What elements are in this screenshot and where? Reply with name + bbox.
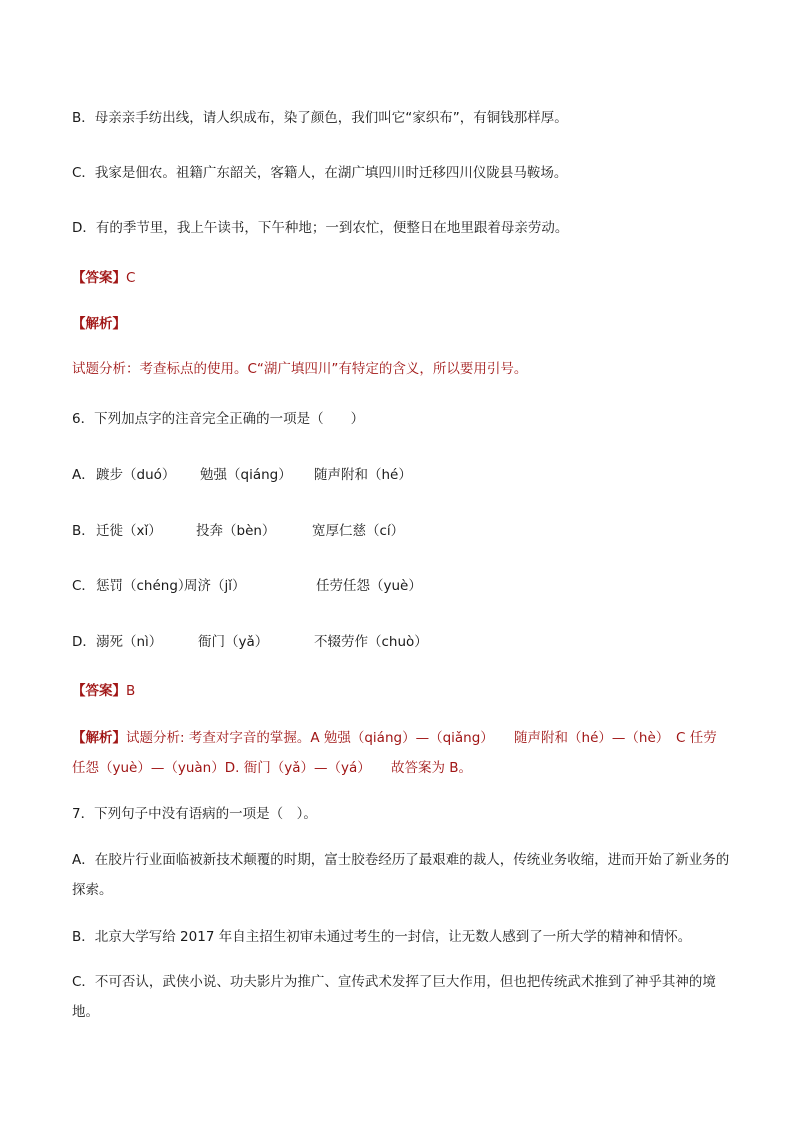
q5-answer [72,268,734,288]
q6-analysis-text: 试题分析: 考查对字音的掌握。A 勉强（qiáng）—（qiǎng） 随声附和（hé）—（hè） C 任劳 [126,730,717,746]
q5-answer-label: 【答案】 [72,270,126,286]
q6-option-letter: A． [72,467,95,483]
q6-option-item: 迁徙（xǐ） [96,523,162,539]
q5-option-c: C．我家是佃农。祖籍广东韶关，客籍人，在湖广填四川时迁移四川仪陇县马鞍场。 [72,165,568,181]
q7-option-a: A．在胶片行业面临被新技术颠覆的时期，富士胶卷经历了最艰难的裁人，传统业务收缩，进而开始了新业务的探索。 [72,852,730,898]
q5-analysis-heading [72,314,734,334]
q6-option-item: 周济（jǐ） [184,578,246,594]
q6-answer-label: 【答案】 [72,683,126,699]
q6-option-item: 衙门（yǎ） [198,634,269,650]
q6-option-letter: D． [72,634,96,650]
q6-option-item: 踱步（duó） [96,467,176,483]
q6-option-item: 溺死（nì） [96,634,163,650]
q5-analysis-label: 【解析】 [72,316,126,332]
q6-option-item: 不辍劳作（chuò） [314,634,428,650]
q6-option-item: 惩罚（chéng） [96,578,192,594]
q6-option-item: 勉强（qiáng） [200,467,292,483]
q6-answer [72,681,734,701]
q7-stem: 7．下列句子中没有语病的一项是（ ）。 [72,806,317,822]
q6-option-letter: B． [72,523,95,539]
q7-option-c: C．不可否认，武侠小说、功夫影片为推广、宣传武术发挥了巨大作用，但也把传统武术推到了神乎其神的境地。 [72,974,716,1020]
q5-option-d: D．有的季节里，我上午读书，下午种地；一到农忙，便整日在地里跟着母亲劳动。 [72,220,569,236]
q7-option-b: B．北京大学写给 2017 年自主招生初审未通过考生的一封信，让无数人感到了一所大学的精神和情怀。 [72,929,692,945]
q6-option-item: 随声附和（hé） [314,467,412,483]
q6-option-item: 任劳任怨（yuè） [316,578,422,594]
q6-answer-value: B [126,683,136,699]
q5-analysis-text: 试题分析：考查标点的使用。C“湖广填四川”有特定的含义，所以要用引号。 [72,361,528,377]
q6-analysis-line2: 任怨（yuè）—（yuàn）D. 衙门（yǎ）—（yá） 故答案为 B。 [72,760,473,776]
q6-option-letter: C． [72,578,95,594]
q6-stem: 6．下列加点字的注音完全正确的一项是（ ） [72,411,365,427]
q5-option-b: B．母亲亲手纺出线，请人织成布，染了颜色，我们叫它“家织布”，有铜钱那样厚。 [72,110,568,126]
q6-analysis-line1 [72,728,734,748]
q6-option-item: 投奔（bèn） [196,523,276,539]
q6-option-item: 宽厚仁慈（cí） [312,523,405,539]
q5-answer-value: C [126,270,136,286]
q6-analysis-label: 【解析】 [72,730,126,746]
